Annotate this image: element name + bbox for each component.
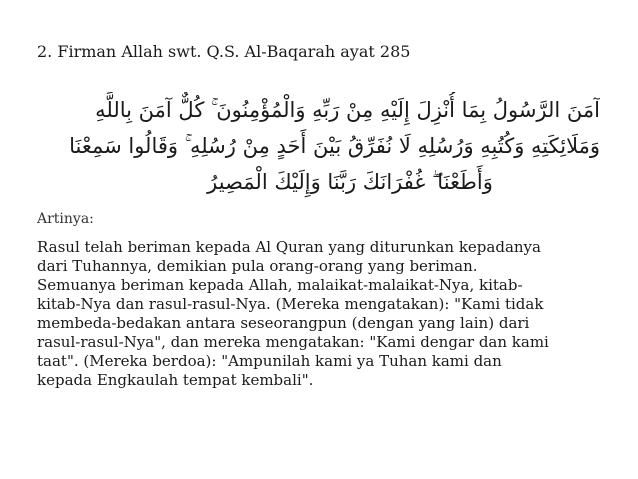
translation-line: Semuanya beriman kepada Allah, malaikat-malaikat-Nya, kitab-: [37, 276, 523, 294]
arabic-verse-line: وَمَلَائِكَتِهِ وَكُتُبِهِ وَرُسُلِهِ لَا نُفَرِّقُ بَيْنَ أَحَدٍ مِنْ رُسُلِهِ ۚ وَقَالُوا سَمِعْنَا: [69, 134, 600, 158]
translation-line: taat". (Mereka berdoa): "Ampunilah kami ya Tuhan kami dan: [37, 352, 502, 370]
translation-line: Rasul telah beriman kepada Al Quran yang diturunkan kepadanya: [37, 238, 541, 256]
section-heading: 2. Firman Allah swt. Q.S. Al-Baqarah ayat 285: [37, 42, 411, 61]
translation-line: rasul-rasul-Nya", dan mereka mengatakan: "Kami dengar dan kami: [37, 333, 549, 351]
translation-line: membeda-bedakan antara seseorangpun (dengan yang lain) dari: [37, 314, 530, 332]
translation-line: kepada Engkaulah tempat kembali".: [37, 371, 314, 389]
arabic-verse-line: وَأَطَعْنَا ۖ غُفْرَانَكَ رَبَّنَا وَإِلَيْكَ الْمَصِيرُ: [207, 170, 493, 194]
translation-line: dari Tuhannya, demikian pula orang-orang yang beriman.: [37, 257, 478, 275]
translation-text: [37, 238, 597, 390]
arabic-verse-line: آمَنَ الرَّسُولُ بِمَا أُنْزِلَ إِلَيْهِ مِنْ رَبِّهِ وَالْمُؤْمِنُونَ ۚ كُلٌّ آمَنَ بِاللَّهِ: [95, 98, 600, 122]
arabic-verse: [40, 92, 600, 200]
translation-label: Artinya:: [37, 211, 94, 227]
translation-line: kitab-Nya dan rasul-rasul-Nya. (Mereka mengatakan): "Kami tidak: [37, 295, 544, 313]
